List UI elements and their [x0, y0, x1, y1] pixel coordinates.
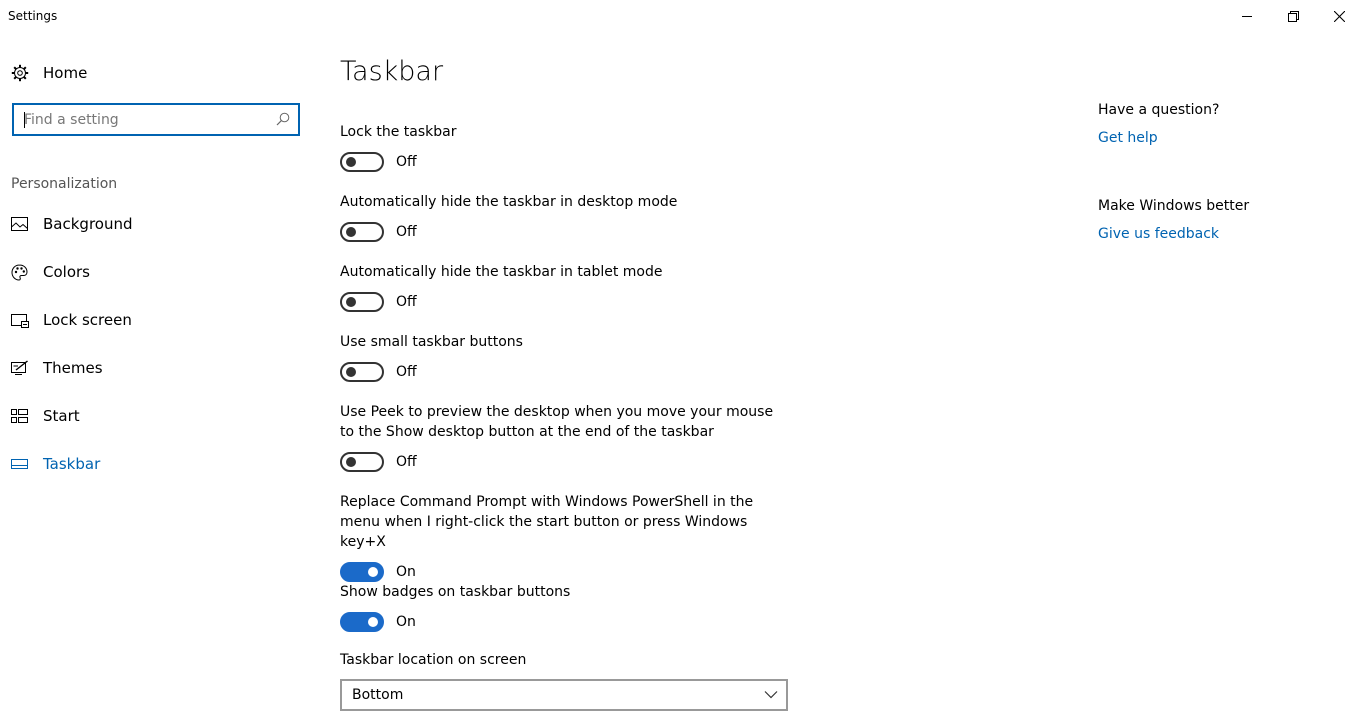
toggle-state: On: [396, 614, 416, 630]
sidebar-item-colors[interactable]: [11, 261, 90, 283]
search-icon[interactable]: [276, 112, 290, 126]
setting-label: Lock the taskbar: [340, 124, 457, 140]
toggle-knob: [368, 617, 378, 627]
sidebar-item-label: Start: [43, 407, 80, 425]
search-input[interactable]: [14, 105, 274, 134]
lock-screen-icon: [11, 313, 29, 328]
sidebar-item-start[interactable]: [11, 405, 80, 427]
minimize-button[interactable]: [1224, 0, 1270, 32]
toggle-knob: [346, 457, 356, 467]
setting-label: Use Peek to preview the desktop when you move your mouse to the Show desktop button at the end of the taskbar: [340, 404, 774, 440]
toggle-knob: [346, 227, 356, 237]
sidebar-item-lock-screen[interactable]: [11, 309, 132, 331]
toggle-knob: [346, 367, 356, 377]
setting-label: Automatically hide the taskbar in tablet mode: [340, 264, 663, 280]
toggle-knob: [346, 297, 356, 307]
autohide-tablet-toggle[interactable]: [340, 292, 384, 312]
start-icon: [11, 409, 28, 423]
palette-icon: [11, 264, 28, 281]
taskbar-icon: [11, 459, 28, 469]
badges-toggle[interactable]: [340, 612, 384, 632]
taskbar-location-dropdown[interactable]: [340, 679, 788, 711]
close-button[interactable]: [1316, 0, 1354, 32]
setting-label: Show badges on taskbar buttons: [340, 584, 571, 600]
feedback-heading: Make Windows better: [1098, 198, 1250, 214]
powershell-toggle[interactable]: [340, 562, 384, 582]
sidebar-item-background[interactable]: [11, 213, 133, 235]
setting-small-buttons: [340, 332, 790, 382]
small-buttons-toggle[interactable]: [340, 362, 384, 382]
setting-powershell: [340, 492, 790, 582]
gear-icon: [11, 64, 29, 82]
sidebar-item-label: Background: [43, 215, 133, 233]
themes-icon: [11, 360, 29, 376]
setting-peek: [340, 402, 790, 472]
toggle-state: Off: [396, 454, 417, 470]
toggle-state: Off: [396, 154, 417, 170]
restore-icon: [1288, 11, 1299, 22]
close-icon: [1334, 11, 1345, 22]
setting-badges: [340, 582, 790, 632]
toggle-state: On: [396, 564, 416, 580]
sidebar: [0, 32, 320, 725]
restore-button[interactable]: [1270, 0, 1316, 32]
toggle-state: Off: [396, 224, 417, 240]
setting-label: Automatically hide the taskbar in desktop mode: [340, 194, 678, 210]
sidebar-item-label: Colors: [43, 263, 90, 281]
text-caret: [24, 112, 25, 128]
setting-autohide-desktop: [340, 192, 790, 242]
background-icon: [11, 217, 28, 231]
give-feedback-link[interactable]: Give us feedback: [1098, 226, 1220, 242]
nav-home[interactable]: [11, 62, 87, 84]
sidebar-item-taskbar[interactable]: [11, 453, 101, 475]
section-label: Personalization: [11, 176, 118, 192]
toggle-knob: [346, 157, 356, 167]
main-content: [340, 32, 1060, 725]
setting-lock-taskbar: [340, 122, 790, 172]
sidebar-item-themes[interactable]: [11, 357, 103, 379]
sidebar-item-label: Taskbar: [43, 455, 101, 473]
search-box[interactable]: [12, 103, 300, 136]
get-help-link[interactable]: Get help: [1098, 130, 1158, 146]
toggle-state: Off: [396, 294, 417, 310]
toggle-knob: [368, 567, 378, 577]
window-title: Settings: [8, 9, 58, 23]
page-title: Taskbar: [340, 56, 444, 87]
toggle-state: Off: [396, 364, 417, 380]
autohide-desktop-toggle[interactable]: [340, 222, 384, 242]
dropdown-value: Bottom: [352, 687, 404, 703]
setting-autohide-tablet: [340, 262, 790, 312]
setting-label: Use small taskbar buttons: [340, 334, 523, 350]
taskbar-location-label: Taskbar location on screen: [340, 652, 527, 668]
chevron-down-icon: [764, 690, 778, 699]
title-bar: [0, 0, 1354, 32]
lock-taskbar-toggle[interactable]: [340, 152, 384, 172]
minimize-icon: [1242, 11, 1253, 22]
peek-toggle[interactable]: [340, 452, 384, 472]
setting-label: Replace Command Prompt with Windows PowerShell in the menu when I right-click the start button or press Windows key+X: [340, 494, 754, 550]
help-heading: Have a question?: [1098, 102, 1220, 118]
nav-home-label: Home: [43, 64, 88, 82]
sidebar-item-label: Themes: [43, 359, 103, 377]
sidebar-item-label: Lock screen: [43, 311, 132, 329]
